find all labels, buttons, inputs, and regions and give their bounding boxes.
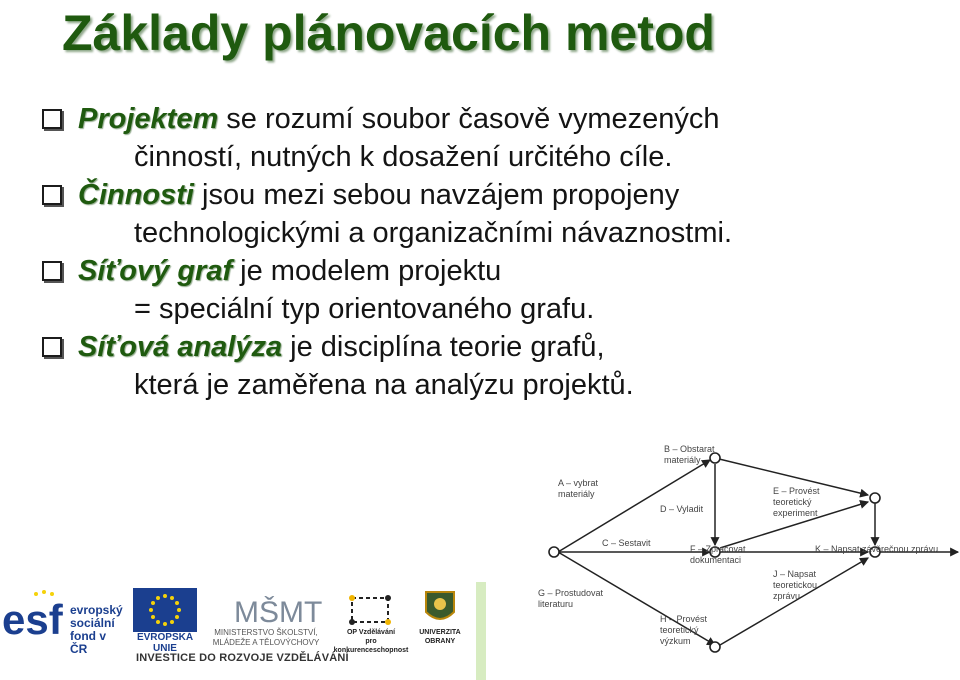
svg-text:MŠMT: MŠMT [234,596,323,628]
bullet-continuation: technologickými a organizačními návaznostmi. [134,217,732,249]
checkbox-bullet-icon [42,109,62,129]
bullet-term: Projektem [78,103,219,135]
svg-text:esf: esf [2,596,63,643]
msmt-line1: MINISTERSTVO ŠKOLSTVÍ, [214,628,318,637]
uni-line2: OBRANY [424,638,456,645]
msmt-logo [206,588,326,648]
bullet-term: Síťová analýza [78,331,283,363]
bullet-list [40,100,940,404]
msmt-icon [206,588,326,628]
bullet-sitovy-graf [40,252,940,328]
label-f: F – Zpracovat dokumentaci [690,544,746,565]
esf-line3: fond v ČR [70,629,106,656]
eu-logo [126,588,204,654]
label-a: A – vybrat materiály [558,478,599,499]
network-graph [530,440,960,680]
eu-flag-icon [133,588,197,632]
bullet-term: Síťový graf [78,255,233,287]
op-line2: pro konkurenceschopnost [333,638,409,654]
op-logo [330,588,412,655]
checkbox-bullet-icon [42,185,62,205]
bullet-continuation: = speciální typ orientovaného grafu. [134,293,595,325]
label-e: E – Provést teoretický experiment [773,486,820,518]
esf-logo [2,588,126,656]
node-4 [710,642,720,652]
bullet-sitova-analyza [40,328,940,404]
esf-line1: evropský [70,603,123,617]
university-crest-icon [414,588,466,628]
label-k: K – Napsat závěrečnou zprávu [815,544,939,554]
bullet-term: Činnosti [78,179,194,211]
green-bar [476,582,486,680]
investice-slogan: INVESTICE DO ROZVOJE VZDĚLÁVÁNÍ [136,652,349,664]
university-logo [414,588,466,646]
bullet-text: jsou mezi sebou navzájem propojeny [194,179,680,211]
eu-caption: EVROPSKÁ UNIE [136,632,194,654]
label-c: C – Sestavit [602,538,651,548]
msmt-line2: MLÁDEŽE A TĚLOVÝCHOVY [212,638,320,647]
op-icon [330,588,412,628]
bullet-cinnosti [40,176,940,252]
label-j: J – Napsat teoretickou zprávu [773,569,818,601]
label-d: D – Vyladit [660,504,704,514]
slide-title: Základy plánovacích metod [62,5,715,61]
label-b: B – Obstarat materiály [664,444,715,465]
node-2 [710,453,720,463]
bullet-projektem [40,100,940,176]
bullet-continuation: činností, nutných k dosažení určitého cíle. [134,141,673,173]
op-line1: OP Vzdělávání [346,629,396,636]
esf-line2: sociální [70,616,115,630]
node-5 [870,493,880,503]
bullet-text: je modelem projektu [232,255,502,287]
node-1 [549,547,559,557]
bullet-text: se rozumí soubor časově vymezených [218,103,720,135]
checkbox-bullet-icon [42,261,62,281]
uni-line1: UNIVERZITA [419,629,461,636]
label-g: G – Prostudovat literaturu [538,588,604,609]
checkbox-bullet-icon [42,337,62,357]
esf-icon [2,588,72,646]
bullet-continuation: která je zaměřena na analýzu projektů. [134,369,634,401]
label-h: H – Provést teoretický výzkum [660,614,708,646]
bullet-text: je disciplína teorie grafů, [282,331,605,363]
